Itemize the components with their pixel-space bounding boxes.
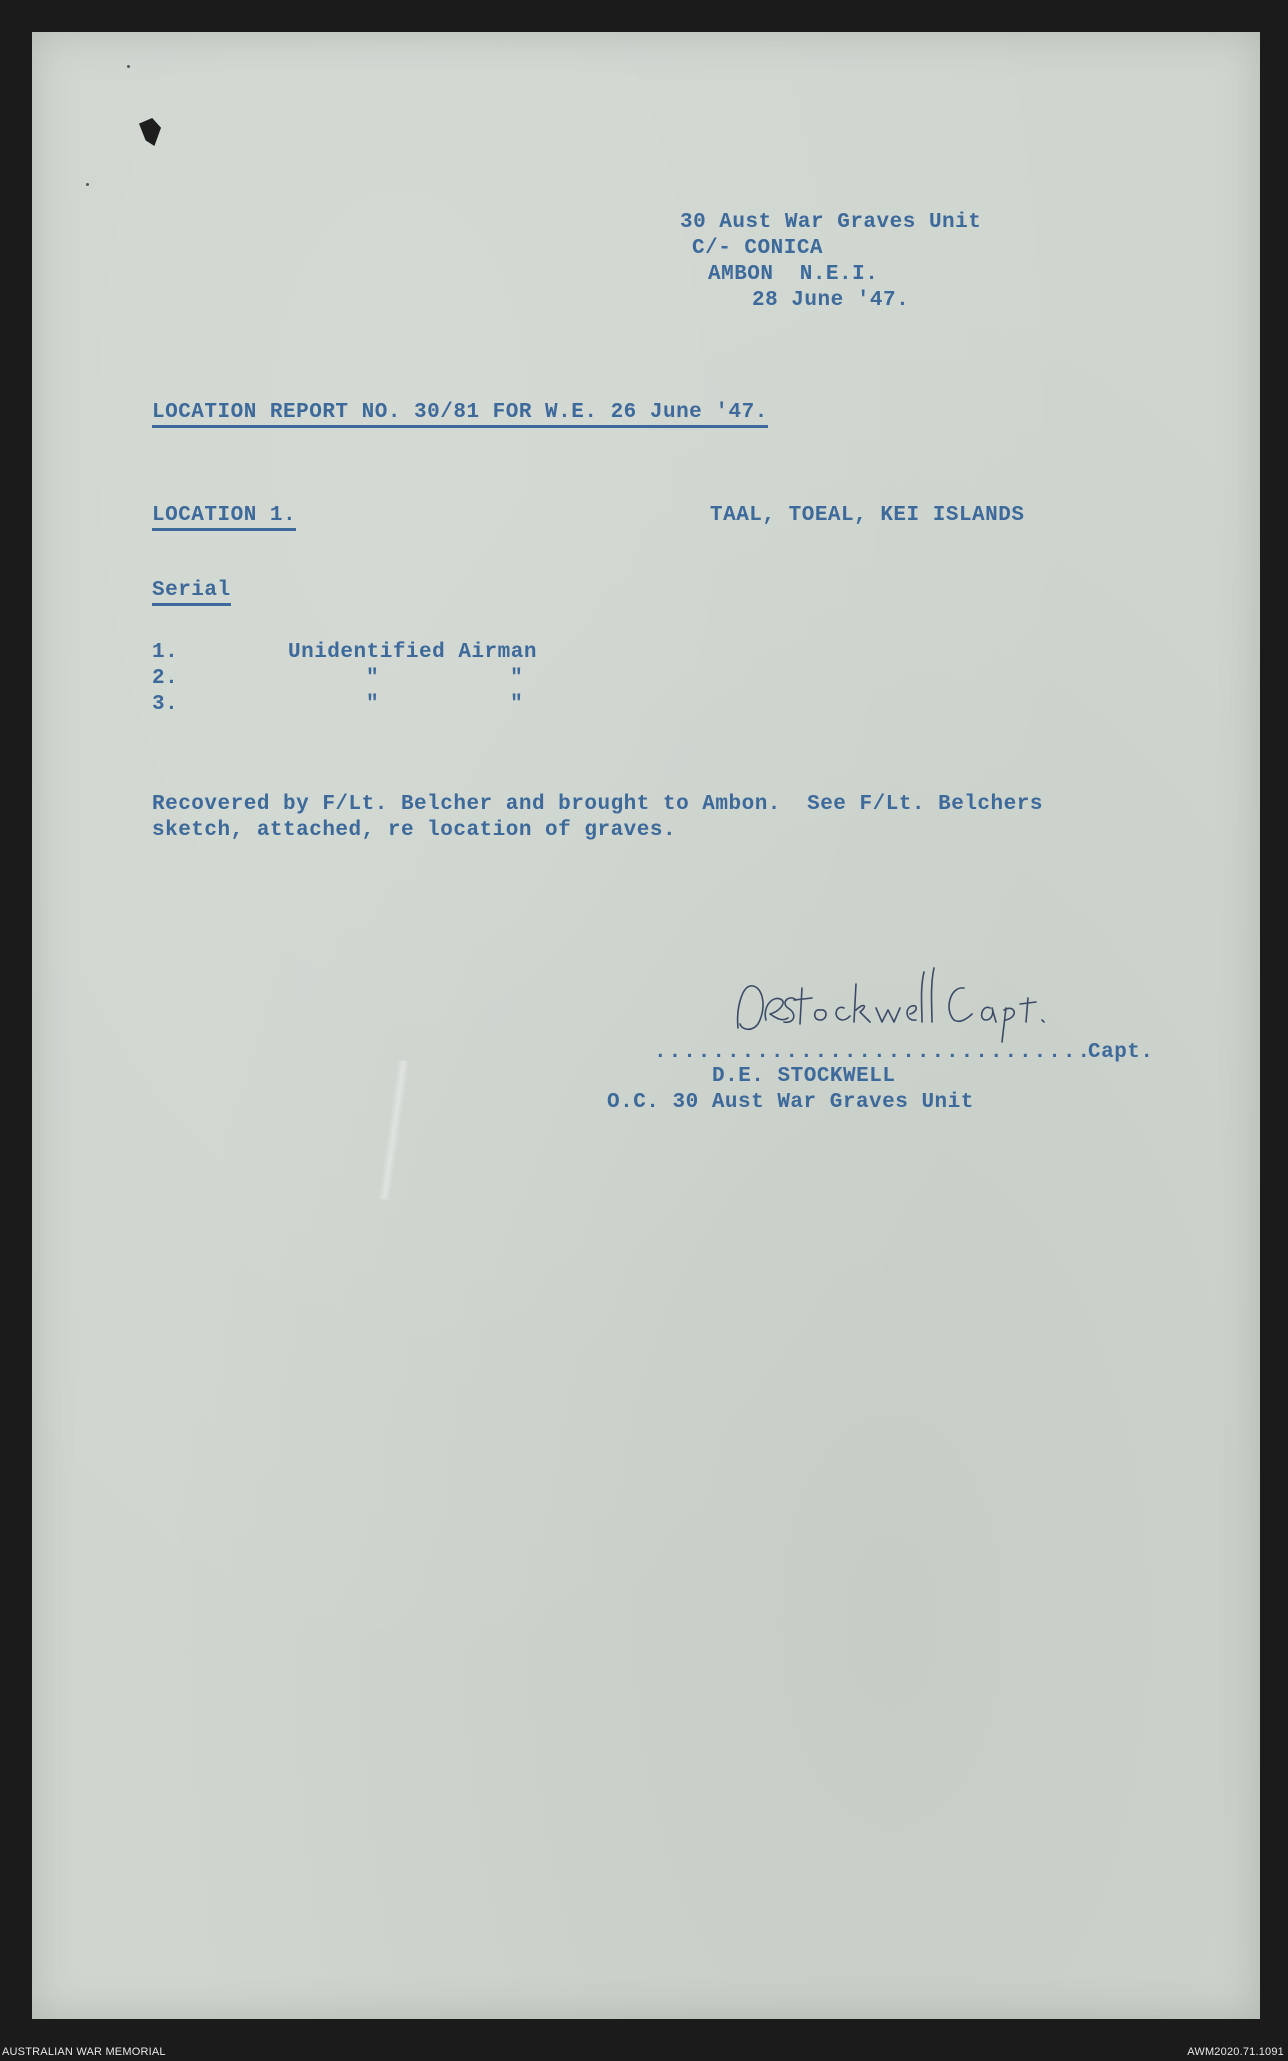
report-title-text: LOCATION REPORT NO. 30/81 FOR W.E. 26 June '47.	[152, 401, 768, 428]
location-place: TAAL, TOEAL, KEI ISLANDS	[710, 504, 1025, 527]
paper-speck	[86, 183, 89, 186]
address-line-2: C/- CONICA	[692, 237, 824, 260]
serial-number: 2.	[152, 667, 179, 690]
signature-rank: Capt.	[1088, 1041, 1154, 1064]
signature-dotted-line: ..............................	[654, 1041, 1093, 1064]
serial-number: 1.	[152, 641, 179, 664]
serial-number: 3.	[152, 693, 179, 716]
serial-heading-text: Serial	[152, 579, 231, 606]
handwritten-signature	[728, 958, 1068, 1048]
serial-heading	[152, 578, 231, 604]
footer-left: AUSTRALIAN WAR MEMORIAL	[2, 2046, 166, 2058]
note-line-2: sketch, attached, re location of graves.	[152, 819, 677, 842]
location-label	[152, 503, 296, 529]
serial-ditto: " "	[366, 667, 524, 690]
footer-right: AWM2020.71.1091	[1187, 2046, 1284, 2058]
serial-ditto: " "	[366, 693, 524, 716]
address-line-1: 30 Aust War Graves Unit	[680, 211, 982, 234]
location-label-text: LOCATION 1.	[152, 504, 296, 531]
signatory-title: O.C. 30 Aust War Graves Unit	[607, 1091, 974, 1114]
serial-name: Unidentified Airman	[288, 641, 537, 664]
paper-speck	[127, 65, 130, 68]
note-line-1: Recovered by F/Lt. Belcher and brought to Ambon. See F/Lt. Belchers	[152, 793, 1043, 816]
address-line-3: AMBON N.E.I.	[708, 263, 879, 286]
signatory-name: D.E. STOCKWELL	[712, 1065, 896, 1088]
report-title	[152, 400, 768, 426]
document-page	[32, 32, 1260, 2019]
address-date: 28 June '47.	[752, 289, 910, 312]
